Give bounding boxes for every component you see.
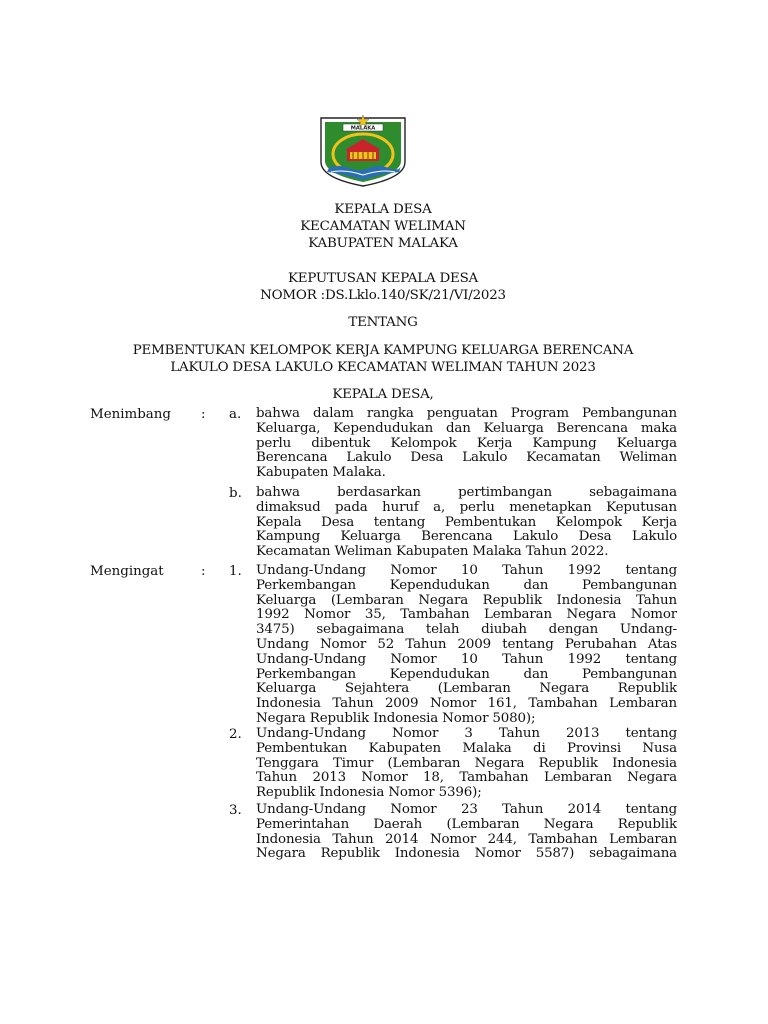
menimbang-label: Menimbang [90, 407, 171, 422]
text-line: Berencana Lakulo Desa Lakulo Kecamatan Weliman [256, 451, 677, 466]
text-line: Undang-Undang Nomor 3 Tahun 2013 tentang [256, 727, 677, 741]
mengingat-label: Mengingat [90, 564, 164, 579]
mengingat-item-1 [256, 564, 677, 727]
decision-heading [60, 270, 706, 304]
mengingat-marker-3: 3. [229, 803, 242, 818]
text-line: Tenggara Timur (Lembaran Negara Republik Indonesia [256, 756, 677, 771]
subject-line-1: PEMBENTUKAN KELOMPOK KERJA KAMPUNG KELUARGA BERENCANA [132, 343, 634, 358]
text-line: Undang-Undang Nomor 10 Tahun 1992 tentang [256, 652, 677, 667]
text-line: Keluarga, Kependudukan dan Keluarga Berencana maka [256, 421, 677, 436]
text-line: Kecamatan Weliman Kabupaten Malaka Tahun 2022. [256, 545, 609, 560]
text-line: Pembentukan Kabupaten Malaka di Provinsi Nusa [256, 741, 677, 756]
menimbang-colon: : [201, 407, 206, 422]
mengingat-item-3 [256, 803, 677, 862]
menimbang-marker-b: b. [229, 486, 242, 501]
text-line: bahwa berdasarkan pertimbangan sebagaimana [256, 486, 677, 500]
text-line: 3475) sebagaimana telah diubah dengan Undang- [256, 623, 677, 638]
svg-text:MALAKA: MALAKA [350, 125, 376, 132]
header-line-1: KEPALA DESA [334, 202, 432, 217]
mengingat-colon: : [201, 564, 206, 579]
menimbang-item-a [256, 407, 677, 481]
malaka-regency-emblem [315, 112, 411, 188]
text-line: Negara Republik Indonesia Nomor 5587) sebagaimana [256, 847, 677, 862]
header-line-2: KECAMATAN WELIMAN [300, 219, 466, 234]
text-line: Pemerintahan Daerah (Lembaran Negara Republik [256, 817, 677, 832]
text-line: Indonesia Tahun 2009 Nomor 161, Tambahan Lembaran [256, 697, 677, 712]
subject-heading [60, 342, 706, 376]
subject-line-2: LAKULO DESA LAKULO KECAMATAN WELIMAN TAHUN 2023 [170, 360, 596, 375]
menimbang-marker-a: a. [229, 407, 242, 422]
text-line: Keluarga Sejahtera (Lembaran Negara Republik [256, 682, 677, 697]
menimbang-item-b [256, 486, 677, 560]
text-line: Kepala Desa tentang Pembentukan Kelompok Kerja [256, 515, 677, 530]
tentang-heading [60, 314, 706, 331]
decision-title: KEPUTUSAN KEPALA DESA [287, 271, 479, 286]
text-line: perlu dibentuk Kelompok Kerja Kampung Keluarga [256, 436, 677, 451]
text-line: Keluarga (Lembaran Negara Republik Indonesia Tahun [256, 593, 677, 608]
text-line: Kampung Keluarga Berencana Lakulo Desa Lakulo [256, 530, 677, 545]
text-line: bahwa dalam rangka penguatan Program Pembangunan [256, 407, 677, 421]
text-line: Undang Nomor 52 Tahun 2009 tentang Perubahan Atas [256, 637, 677, 652]
text-line: dimaksud pada huruf a, perlu menetapkan Keputusan [256, 500, 677, 515]
text-line: Undang-Undang Nomor 10 Tahun 1992 tentang [256, 564, 677, 578]
text-line: Republik Indonesia Nomor 5396); [256, 786, 482, 801]
header-line-3: KABUPATEN MALAKA [308, 236, 458, 251]
text-line: Undang-Undang Nomor 23 Tahun 2014 tentang [256, 803, 677, 817]
decision-number: NOMOR :DS.Lklo.140/SK/21/VI/2023 [260, 288, 506, 303]
tentang-label: TENTANG [348, 315, 418, 330]
text-line: Indonesia Tahun 2014 Nomor 244, Tambahan Lembaran [256, 832, 677, 847]
text-line: 1992 Nomor 35, Tambahan Lembaran Negara Nomor [256, 608, 677, 623]
text-line: Perkembangan Kependudukan dan Pembangunan [256, 667, 677, 682]
mengingat-item-2 [256, 727, 677, 801]
issuer-line [60, 386, 706, 403]
text-line: Kabupaten Malaka. [256, 466, 386, 481]
issuer-label: KEPALA DESA, [332, 387, 434, 402]
issuer-header [60, 201, 706, 252]
text-line: Tahun 2013 Nomor 18, Tambahan Lembaran Negara [256, 771, 677, 786]
text-line: Negara Republik Indonesia Nomor 5080); [256, 711, 536, 726]
text-line: Perkembangan Kependudukan dan Pembangunan [256, 578, 677, 593]
mengingat-marker-2: 2. [229, 727, 242, 742]
mengingat-marker-1: 1. [229, 564, 242, 579]
